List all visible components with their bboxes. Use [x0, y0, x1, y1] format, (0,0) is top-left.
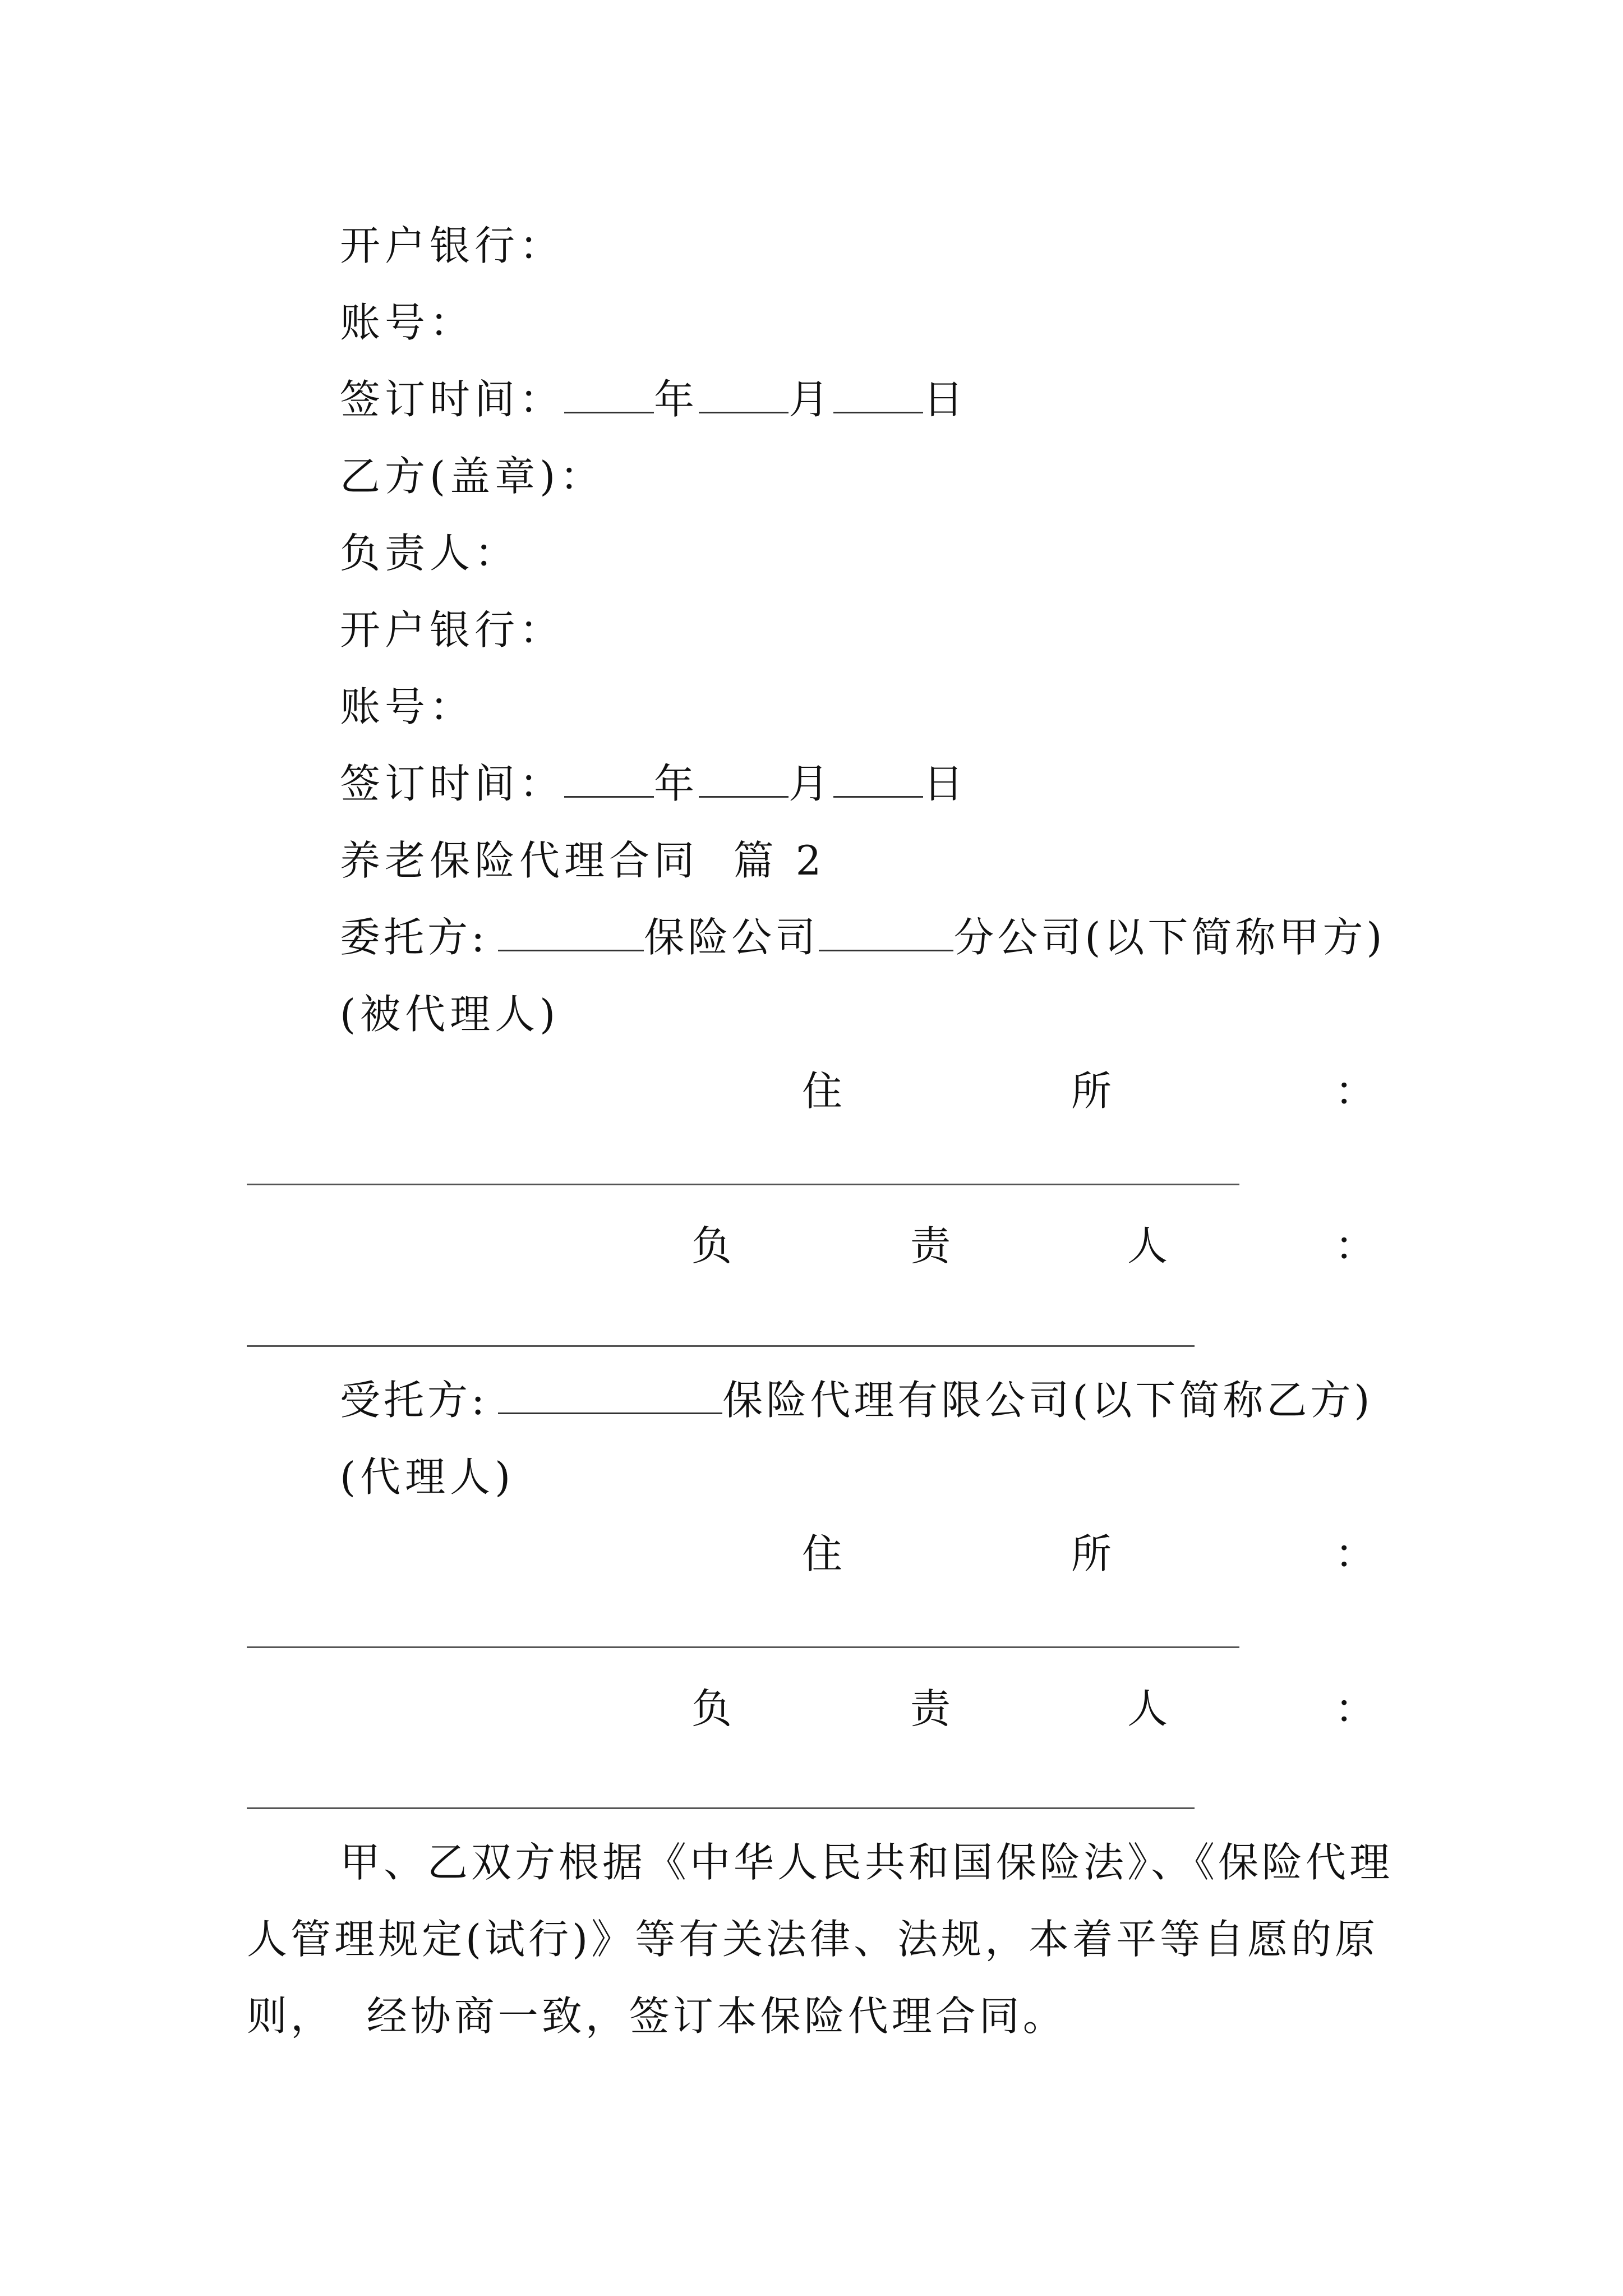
principal-person-char-3: 人 — [1127, 1222, 1168, 1269]
month-blank — [699, 372, 789, 413]
month-label: 月 — [789, 376, 834, 423]
principal-person-underline — [247, 1345, 1195, 1347]
agent-address-underline — [247, 1646, 1239, 1648]
year-label: 年 — [654, 760, 699, 807]
principal-address-underline — [247, 1184, 1239, 1185]
day-blank — [833, 372, 923, 413]
agent-address-char-2: 所 — [1071, 1530, 1112, 1577]
account-label-a: 账号： — [340, 299, 475, 346]
principal-label: 委托方: — [340, 914, 488, 961]
agent-person-underline — [247, 1807, 1195, 1809]
principal-address-char-2: 所 — [1071, 1068, 1112, 1115]
sign-time-label: 签订时间： — [340, 760, 565, 807]
day-blank — [833, 757, 923, 798]
agent-label: 受托方: — [340, 1377, 488, 1424]
principal-role: (被代理人) — [340, 991, 560, 1038]
day-label: 日 — [923, 376, 969, 423]
sign-time-line-b — [340, 757, 968, 811]
agent-tail-text: 保险代理有限公司(以下简称乙方) — [722, 1377, 1373, 1424]
agent-role: (代理人) — [340, 1453, 515, 1501]
agent-address-colon: ： — [1335, 1530, 1376, 1577]
agent-line — [340, 1373, 1373, 1427]
month-label: 月 — [789, 760, 834, 807]
agent-person-colon: ： — [1335, 1685, 1376, 1732]
body-line-3: 则， 经协商一致，签订本保险代理合同。 — [247, 1993, 1067, 2040]
sign-time-line-a — [340, 372, 968, 426]
bank-label-b: 开户银行： — [340, 606, 565, 654]
body-line-2: 人管理规定(试行)》等有关法律、法规，本着平等自愿的原 — [247, 1916, 1379, 1963]
agent-address-char-1: 住 — [802, 1530, 843, 1577]
principal-mid-text: 保险公司 — [644, 914, 819, 961]
branch-blank — [819, 910, 953, 951]
year-blank — [564, 757, 654, 798]
principal-tail-text: 分公司(以下简称甲方) — [953, 914, 1386, 961]
principal-line — [340, 910, 1385, 964]
principal-person-char-2: 责 — [910, 1222, 951, 1269]
section-heading: 养老保险代理合同 篇 2 — [340, 837, 826, 884]
agent-company-blank — [498, 1373, 722, 1414]
principal-person-colon: ： — [1335, 1222, 1376, 1269]
year-blank — [564, 372, 654, 413]
month-blank — [699, 757, 789, 798]
agent-person-char-1: 负 — [691, 1685, 732, 1732]
principal-address-colon: ： — [1335, 1068, 1376, 1115]
body-line-1: 甲、乙双方根据《中华人民共和国保险法》、《保险代理 — [340, 1839, 1394, 1886]
agent-person-char-2: 责 — [910, 1685, 951, 1732]
bank-label-a: 开户银行： — [340, 222, 565, 269]
day-label: 日 — [923, 760, 969, 807]
principal-address-char-1: 住 — [802, 1068, 843, 1115]
sign-time-label: 签订时间： — [340, 376, 565, 423]
party-b-person-label: 负责人： — [340, 530, 520, 577]
party-b-seal-label: 乙方(盖章)： — [340, 453, 605, 500]
agent-person-char-3: 人 — [1127, 1685, 1168, 1732]
company-blank — [498, 910, 644, 951]
account-label-b: 账号： — [340, 683, 475, 730]
year-label: 年 — [654, 376, 699, 423]
principal-person-char-1: 负 — [691, 1222, 732, 1269]
